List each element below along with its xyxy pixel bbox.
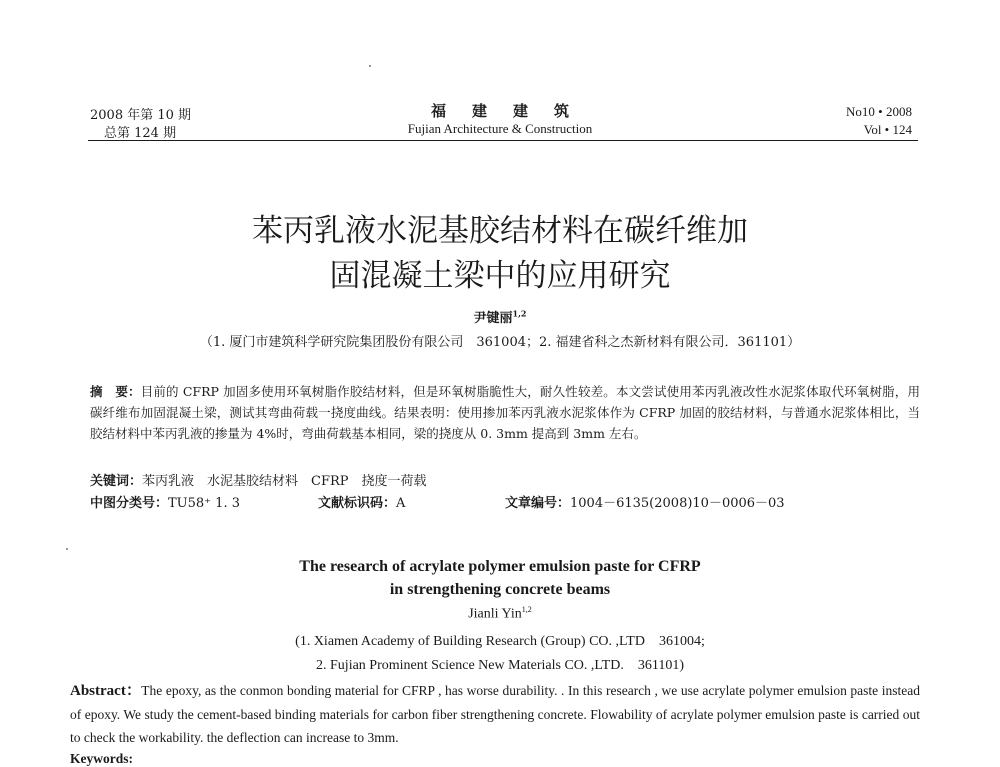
journal-total-issue: 总第 124 期 [104, 126, 177, 141]
article-number-label: 文章编号： [505, 496, 571, 511]
abstract-cn-label: 摘 要： [90, 384, 141, 399]
header-rule [88, 140, 918, 141]
document-code [318, 492, 405, 511]
abstract-cn [90, 381, 920, 444]
paper-title-cn-line2: 固混凝土梁中的应用研究 [329, 258, 671, 294]
abstract-en-label: Abstract： [70, 683, 142, 699]
author-affil-marker-en: 1,2 [521, 605, 532, 614]
document-code-label: 文献标识码： [318, 496, 397, 511]
author-affil-marker-cn: 1,2 [512, 308, 527, 319]
author-name-cn: 尹键丽 [473, 311, 513, 326]
journal-name-cn: 福建建筑 [430, 102, 595, 120]
keywords-en-partial: Keywords: [70, 751, 133, 766]
abstract-en-text: The epoxy, as the conmon bonding material for CFRP , has worse durability. . In this research , we use acrylate polymer emulsion paste instead of epoxy. We study the cement-based binding materials for carbon fiber strengthening concrete. Flowability of acrylate polymer emulsion paste is carried out to check the workability. the deflection can increase to 3mm. [70, 683, 920, 745]
affiliation-en-line1: (1. Xiamen Academy of Building Research (Group) CO. ,LTD 361004; [295, 634, 705, 649]
scan-speck [369, 65, 371, 67]
keywords-cn [90, 470, 427, 489]
article-number-value: 1004－6135(2008)10－0006－03 [570, 496, 785, 511]
abstract-en [70, 679, 920, 749]
document-code-value: A [396, 496, 406, 511]
scan-speck [66, 548, 68, 550]
author-name-en: Jianli Yin [468, 606, 522, 622]
classification-value: TU58⁺ 1. 3 [168, 496, 240, 511]
affiliation-en-line2: 2. Fujian Prominent Science New Materials CO. ,LTD. 361101) [316, 658, 684, 673]
paper-title-cn-line1: 苯丙乳液水泥基胶结材料在碳纤维加 [252, 213, 748, 249]
paper-title-en-line1: The research of acrylate polymer emulsion paste for CFRP [299, 558, 701, 575]
affiliation-cn: （1. 厦门市建筑科学研究院集团股份有限公司 361004；2. 福建省科之杰新材料有限公司．361101） [199, 335, 801, 350]
author-en [0, 605, 1000, 623]
paper-title-en-line2: in strengthening concrete beams [389, 581, 611, 598]
journal-name-en: Fujian Architecture & Construction [407, 121, 593, 136]
journal-issue-year: 2008 年第 10 期 [90, 108, 192, 123]
article-number [505, 492, 785, 511]
keywords-cn-text: 苯丙乳液 水泥基胶结材料 CFRP 挠度一荷载 [142, 474, 427, 489]
journal-number: No10 • 2008 [846, 104, 912, 119]
author-cn [0, 307, 1000, 326]
classification-number [90, 492, 240, 511]
abstract-cn-text: 目前的 CFRP 加固多使用环氧树脂作胶结材料，但是环氧树脂脆性大，耐久性较差。本文尝试使用苯丙乳液改性水泥浆体取代环氧树脂，用碳纤维布加固混凝土梁，测试其弯曲荷载一挠度曲线。结果表明：使用掺加苯丙乳液水泥浆体作为 CFRP 加固的胶结材料，与普通水泥浆体相比，当胶结材料中苯丙乳液的掺量为 4%时，弯曲荷载基本相同，梁的挠度从 0. 3mm 提高到 3mm 左右。 [90, 384, 920, 441]
journal-volume: Vol • 124 [863, 122, 912, 137]
classification-label: 中图分类号： [90, 496, 169, 511]
keywords-cn-label: 关键词： [90, 474, 143, 489]
